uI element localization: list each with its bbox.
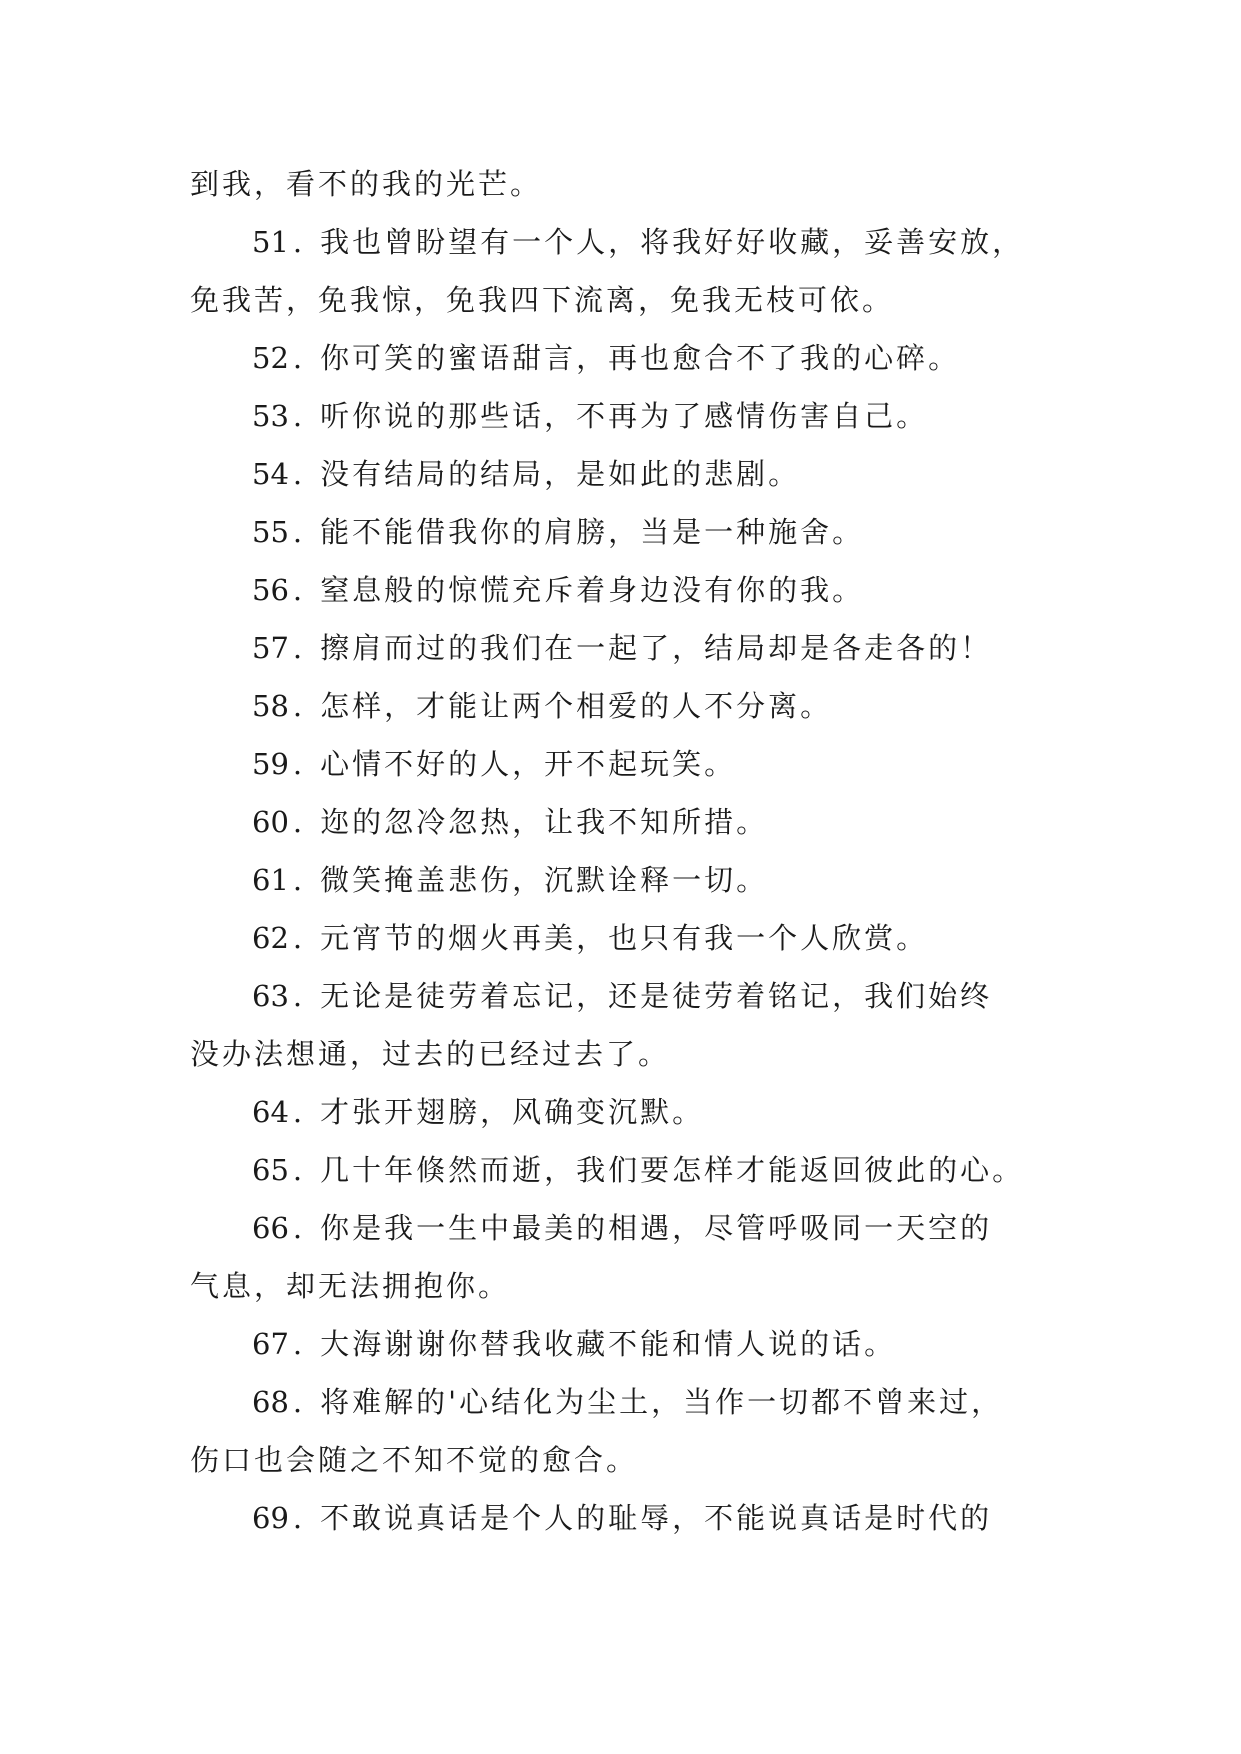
- item-text: 元宵节的烟火再美，也只有我一个人欣赏。: [320, 921, 929, 955]
- item-number: 67: [252, 1327, 289, 1361]
- item-text: 你可笑的蜜语甜言，再也愈合不了我的心碎。: [320, 341, 961, 375]
- item-separator: .: [292, 1385, 303, 1419]
- item-number: 65: [252, 1153, 289, 1187]
- list-item: [190, 213, 1090, 329]
- item-number: 60: [252, 805, 289, 839]
- item-separator: .: [292, 1327, 303, 1361]
- item-text: 才张开翅膀，风确变沉默。: [320, 1095, 705, 1129]
- item-text: 心情不好的人，开不起玩笑。: [320, 747, 737, 781]
- item-number: 57: [252, 631, 289, 665]
- item-text: 擦肩而过的我们在一起了，结局却是各走各的！: [320, 631, 993, 665]
- item-number: 53: [252, 399, 289, 433]
- list-item: [190, 1489, 1090, 1547]
- item-separator: .: [292, 747, 303, 781]
- item-number: 64: [252, 1095, 289, 1129]
- list-item: [190, 909, 1090, 967]
- list-item: [190, 851, 1090, 909]
- list-item: [190, 1083, 1090, 1141]
- item-text-continuation: 气息，却无法拥抱你。: [190, 1269, 511, 1303]
- item-number: 52: [252, 341, 289, 375]
- item-number: 55: [252, 515, 289, 549]
- item-separator: .: [292, 457, 303, 491]
- item-number: 59: [252, 747, 289, 781]
- item-text: 几十年倏然而逝，我们要怎样才能返回彼此的心。: [320, 1153, 1025, 1187]
- item-text: 怎样，才能让两个相爱的人不分离。: [320, 689, 833, 723]
- list-item: [190, 329, 1090, 387]
- item-text: 我也曾盼望有一个人，将我好好收藏，妥善安放，: [320, 225, 1025, 259]
- list-item: [190, 967, 1090, 1083]
- item-separator: .: [292, 1095, 303, 1129]
- item-text: 迩的忽冷忽热，让我不知所措。: [320, 805, 769, 839]
- item-text: 将难解的'心结化为尘土，当作一切都不曾来过，: [320, 1385, 1004, 1419]
- item-number: 58: [252, 689, 289, 723]
- item-separator: .: [292, 805, 303, 839]
- list-item: [190, 1199, 1090, 1315]
- list-item: [190, 735, 1090, 793]
- item-text: 听你说的那些话，不再为了感情伤害自己。: [320, 399, 929, 433]
- item-text: 能不能借我你的肩膀，当是一种施舍。: [320, 515, 865, 549]
- list-item: [190, 1315, 1090, 1373]
- list-item: [190, 1141, 1090, 1199]
- item-separator: .: [292, 631, 303, 665]
- item-separator: .: [292, 863, 303, 897]
- item-separator: .: [292, 341, 303, 375]
- item-separator: .: [292, 921, 303, 955]
- item-text: 大海谢谢你替我收藏不能和情人说的话。: [320, 1327, 897, 1361]
- list-item: [190, 445, 1090, 503]
- item-text: 微笑掩盖悲伤，沉默诠释一切。: [320, 863, 769, 897]
- paragraph-line: 到我，看不的我的光芒。: [190, 167, 543, 201]
- item-text: 你是我一生中最美的相遇，尽管呼吸同一天空的: [320, 1211, 993, 1245]
- item-text-continuation: 免我苦，免我惊，免我四下流离，免我无枝可依。: [190, 283, 895, 317]
- item-text-continuation: 伤口也会随之不知不觉的愈合。: [190, 1443, 639, 1477]
- item-separator: .: [292, 1211, 303, 1245]
- item-number: 66: [252, 1211, 289, 1245]
- list-item: [190, 677, 1090, 735]
- item-separator: .: [292, 689, 303, 723]
- document-body: [190, 155, 1090, 1547]
- item-number: 69: [252, 1501, 289, 1535]
- item-text: 没有结局的结局，是如此的悲剧。: [320, 457, 801, 491]
- lead-paragraph: [190, 155, 1090, 213]
- list-item: [190, 503, 1090, 561]
- list-item: [190, 1373, 1090, 1489]
- list-item: [190, 793, 1090, 851]
- item-number: 62: [252, 921, 289, 955]
- item-number: 68: [252, 1385, 289, 1419]
- item-separator: .: [292, 979, 303, 1013]
- list-item: [190, 561, 1090, 619]
- item-text: 窒息般的惊慌充斥着身边没有你的我。: [320, 573, 865, 607]
- item-number: 61: [252, 863, 289, 897]
- item-separator: .: [292, 573, 303, 607]
- list-item: [190, 619, 1090, 677]
- item-number: 54: [252, 457, 289, 491]
- item-text: 不敢说真话是个人的耻辱，不能说真话是时代的: [320, 1501, 993, 1535]
- item-separator: .: [292, 225, 303, 259]
- item-number: 51: [252, 225, 289, 259]
- item-separator: .: [292, 515, 303, 549]
- item-number: 56: [252, 573, 289, 607]
- item-separator: .: [292, 1153, 303, 1187]
- item-text-continuation: 没办法想通，过去的已经过去了。: [190, 1037, 671, 1071]
- item-number: 63: [252, 979, 289, 1013]
- item-separator: .: [292, 1501, 303, 1535]
- item-separator: .: [292, 399, 303, 433]
- list-item: [190, 387, 1090, 445]
- item-text: 无论是徒劳着忘记，还是徒劳着铭记，我们始终: [320, 979, 993, 1013]
